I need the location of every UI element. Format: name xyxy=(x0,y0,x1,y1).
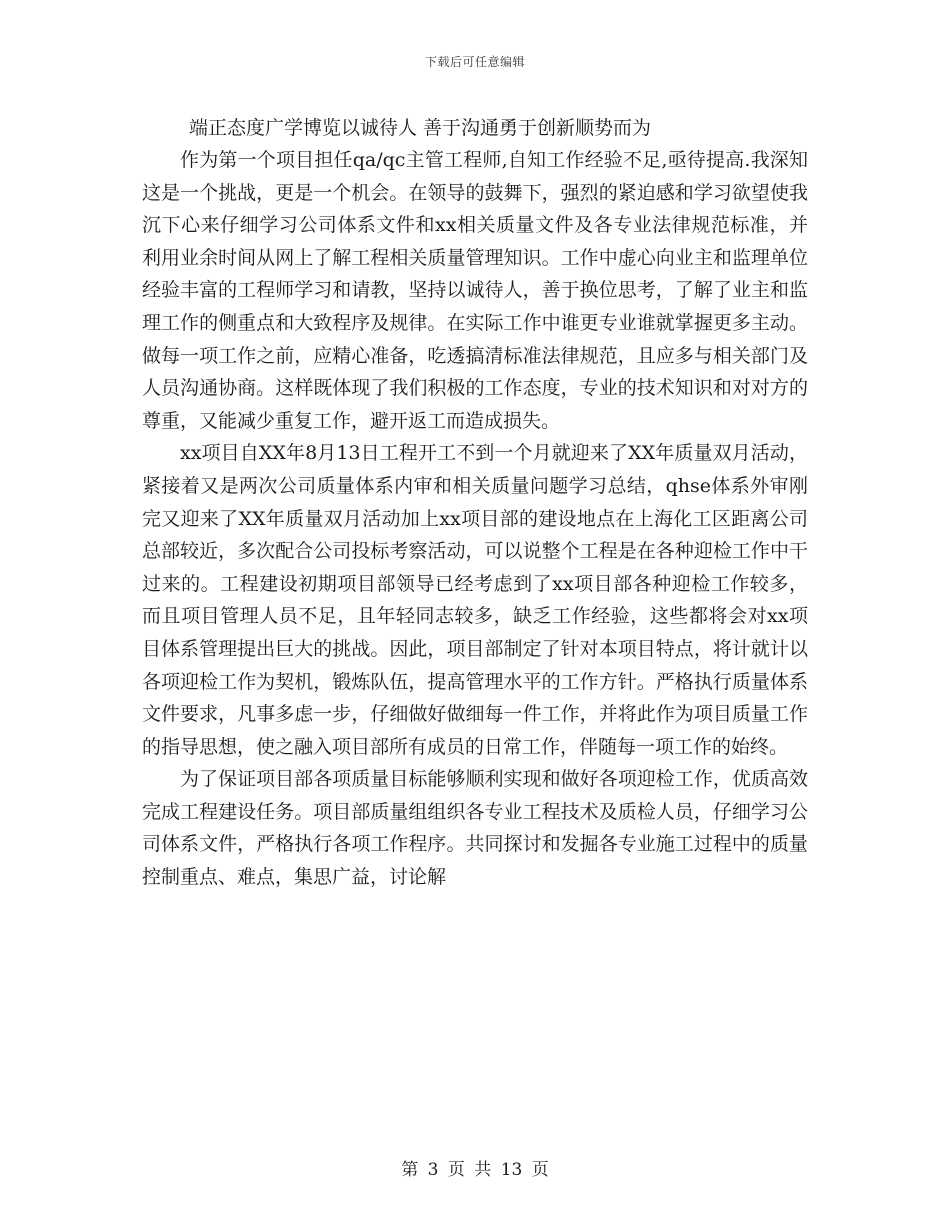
paragraph-3: 为了保证项目部各项质量目标能够顺利实现和做好各项迎检工作，优质高效完成工程建设任务。项目部质量组组织各专业工程技术及质检人员，仔细学习公司体系文件，严格执行各项工作程序。共同探讨和发掘各专业施工过程中的质量控制重点、难点，集思广益，讨论解 xyxy=(142,768,808,889)
page-number-footer: 第 3 页 共 13 页 xyxy=(401,1160,549,1180)
paragraph-1: 作为第一个项目担任qa/qc主管工程师,自知工作经验不足,亟待提高.我深知这是一个挑战，更是一个机会。在领导的鼓舞下，强烈的紧迫感和学习欲望使我沉下心来仔细学习公司体系文件和xx相关质量文件及各专业法律规范标准，并利用业余时间从网上了解工程相关质量管理知识。工作中虚心向业主和监理单位经验丰富的工程师学习和请教，坚持以诚待人，善于换位思考，了解了业主和监理工作的侧重点和大致程序及规律。在实际工作中谁更专业谁就掌握更多主动。做每一项工作之前，应精心准备，吃透搞清标准法律规范，且应多与相关部门及人员沟通协商。这样既体现了我们积极的工作态度，专业的技术知识和对对方的尊重，又能减少重复工作，避开返工而造成损失。 xyxy=(142,149,808,432)
document-body xyxy=(142,112,808,894)
paragraph-2: xx项目自XX年8月13日工程开工不到一个月就迎来了XX年质量双月活动，紧接着又是两次公司质量体系内审和相关质量问题学习总结，qhse体系外审刚完又迎来了XX年质量双月活动加上xx项目部的建设地点在上海化工区距离公司总部较近，多次配合公司投标考察活动，可以说整个工程是在各种迎检工作中干过来的。工程建设初期项目部领导已经考虑到了xx项目部各种迎检工作较多，而且项目管理人员不足，且年轻同志较多，缺乏工作经验，这些都将会对xx项目体系管理提出巨大的挑战。因此，项目部制定了针对本项目特点，将计就计以各项迎检工作为契机，锻炼队伍，提高管理水平的工作方针。严格执行质量体系文件要求，凡事多虑一步，仔细做好做细每一件工作，并将此作为项目质量工作的指导思想，使之融入项目部所有成员的日常工作，伴随每一项工作的始终。 xyxy=(142,442,808,758)
page-header: 下载后可任意编辑 xyxy=(424,55,525,69)
section-heading: 端正态度广学博览以诚待人 善于沟通勇于创新顺势而为 xyxy=(189,117,652,139)
